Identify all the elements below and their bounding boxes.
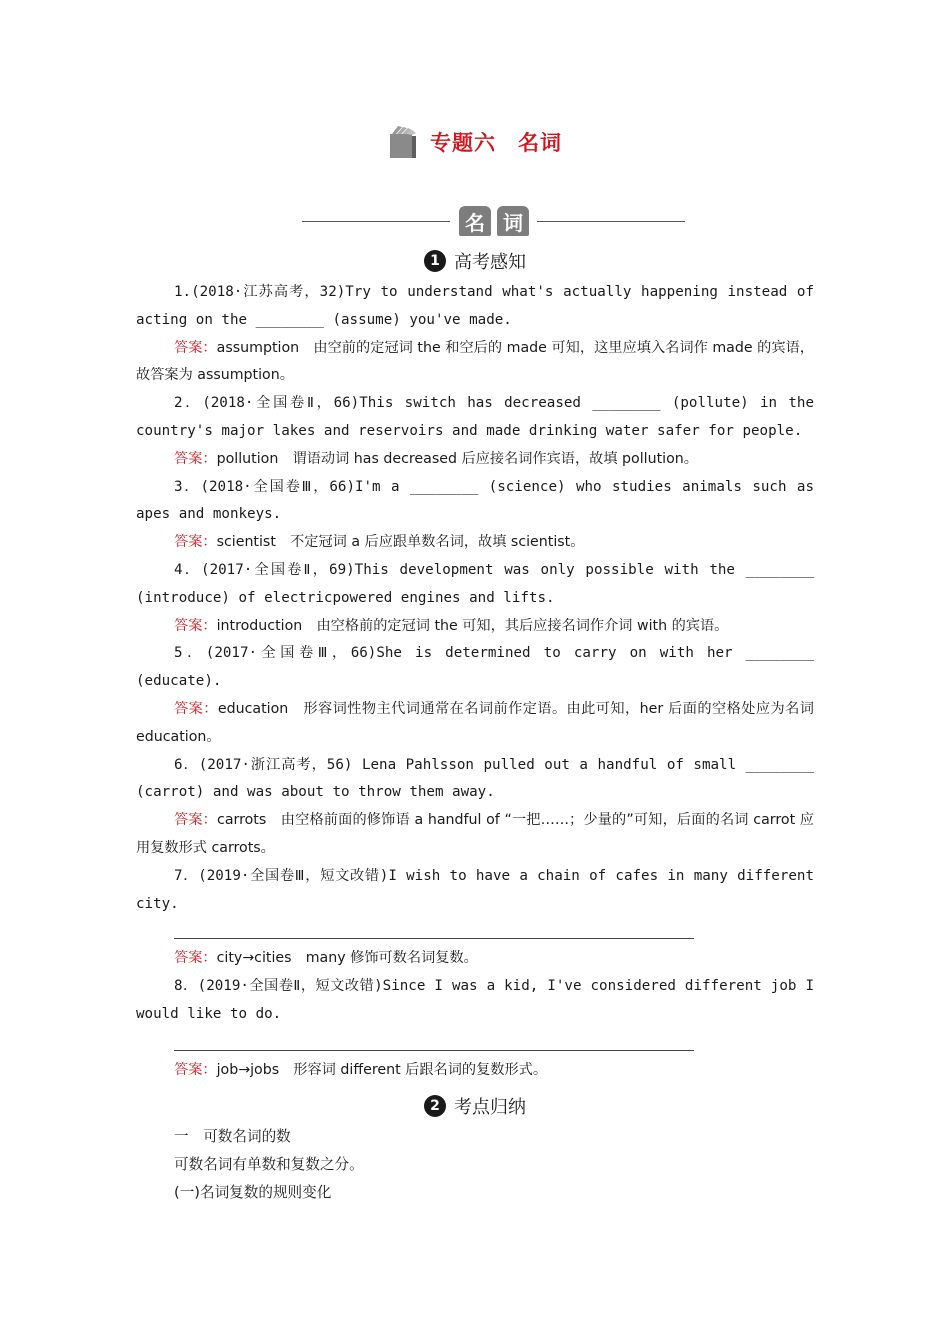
answer-4	[136, 613, 814, 641]
banner-rule-left	[302, 221, 450, 222]
question-1: 1.(2018·江苏高考，32)Try to understand what's actually happening instead of acting on the ________ (assume) you've made.	[136, 284, 814, 328]
book-icon	[388, 124, 418, 160]
answer-text: pollution 谓语动词 has decreased 后应接名词作宾语，故填 pollution。	[216, 450, 698, 467]
question-7: 7．(2019·全国卷Ⅲ，短文改错)I wish to have a chain of cafes in many different city.	[136, 867, 814, 912]
question-6: 6．(2017·浙江高考，56) Lena Pahlsson pulled out a handful of small ________ (carrot) and was about to throw them away.	[136, 756, 814, 801]
answer-blank-line-8	[174, 1050, 694, 1051]
answer-label: 答案：	[174, 812, 218, 829]
answer-text: education 形容词性物主代词通常在名词前作定语。由此可知，her 后面的空格处应为名词 education。	[136, 700, 814, 745]
section-number-badge: 2	[424, 1095, 446, 1117]
answer-2	[136, 446, 814, 474]
question-5: 5．(2017·全国卷Ⅲ，66)She is determined to carry on with her ________ (educate).	[136, 645, 814, 690]
banner-char-1: 名	[459, 206, 491, 236]
answer-text: introduction 由空格前的定冠词 the 可知，其后应接名词作介词 with 的宾语。	[216, 617, 729, 634]
answer-1	[136, 335, 814, 391]
answer-label: 答案：	[174, 450, 217, 467]
answer-text: city→cities many 修饰可数名词复数。	[216, 950, 478, 966]
exercise-list-2	[136, 945, 814, 1028]
page-title	[0, 124, 950, 164]
question-3: 3．(2018·全国卷Ⅲ，66)I'm a ________ (science) who studies animals such as apes and monkeys.	[136, 478, 814, 523]
section-heading-label: 高考感知	[454, 252, 526, 273]
question-4: 4．(2017·全国卷Ⅱ，69)This development was only possible with the ________ (introduce) of electricpowered engines and lifts.	[136, 561, 814, 606]
section-number-badge: 1	[424, 250, 446, 272]
summary-text: 可数名词有单数和复数之分。	[174, 1156, 364, 1173]
answer-label: 答案：	[174, 534, 217, 551]
question-8: 8．(2019·全国卷Ⅱ，短文改错)Since I was a kid, I've considered different job I would like to do.	[136, 977, 814, 1022]
answer-label: 答案：	[174, 339, 217, 356]
answer-text: job→jobs 形容词 different 后跟名词的复数形式。	[216, 1062, 548, 1078]
section-heading-2	[0, 1093, 950, 1119]
summary-subheading: (一)名词复数的规则变化	[174, 1184, 332, 1201]
answer-text: assumption 由空前的定冠词 the 和空后的 made 可知，这里应填入名词作 made 的宾语，故答案为 assumption。	[136, 339, 814, 384]
answer-8	[136, 1057, 814, 1085]
answer-text: carrots 由空格前面的修饰语 a handful of “一把……；少量的”可知，后面的名词 carrot 应用复数形式 carrots。	[136, 812, 814, 856]
answer-text: scientist 不定冠词 a 后应跟单数名词，故填 scientist。	[216, 534, 585, 551]
section-heading-1	[0, 248, 950, 274]
answer-7	[136, 945, 814, 973]
title-chapter: 专题六	[430, 131, 496, 155]
summary-section	[174, 1123, 814, 1207]
exercise-list-3	[136, 1057, 814, 1085]
answer-6	[136, 807, 814, 863]
answer-5	[136, 696, 814, 752]
section-heading-label: 考点归纳	[454, 1097, 526, 1118]
answer-label: 答案：	[174, 1062, 217, 1078]
answer-3	[136, 529, 814, 557]
section-banner	[302, 206, 685, 236]
banner-char-2: 词	[497, 206, 529, 236]
answer-label: 答案：	[174, 617, 217, 634]
exercise-list-1	[136, 279, 814, 918]
title-topic: 名词	[518, 131, 562, 155]
answer-blank-line-7	[174, 938, 694, 939]
summary-heading: 一 可数名词的数	[174, 1128, 291, 1145]
answer-label: 答案：	[174, 950, 217, 966]
answer-label: 答案：	[174, 700, 218, 717]
banner-rule-right	[537, 221, 685, 222]
question-2: 2．(2018·全国卷Ⅱ，66)This switch has decreased ________ (pollute) in the country's major lakes and reservoirs and made drinking water safer for people.	[136, 395, 814, 439]
